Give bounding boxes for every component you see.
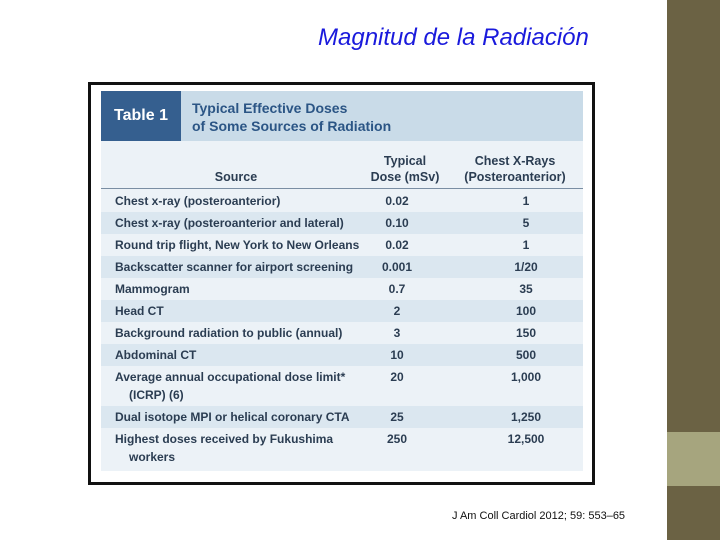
row-chest-xray-equivalent: 1: [522, 238, 530, 252]
table-row: [101, 344, 583, 366]
row-dose: 25: [390, 410, 404, 424]
table-row: [101, 300, 583, 322]
row-chest-xray-equivalent: 1,000: [510, 370, 542, 384]
row-chest-xray-equivalent: 1: [522, 194, 530, 208]
row-source-continued: workers: [129, 450, 176, 464]
row-chest-xray-equivalent: 35: [519, 282, 533, 296]
row-source: Dual isotope MPI or helical coronary CTA: [115, 410, 350, 424]
header-divider: [101, 188, 583, 189]
table-row: [101, 428, 583, 468]
row-chest-xray-equivalent: 100: [515, 304, 537, 318]
table-caption-line1: Typical Effective Doses: [192, 100, 348, 116]
column-header-dose-line1: Typical: [383, 154, 427, 168]
row-dose: 20: [390, 370, 404, 384]
column-header-dose-line2: Dose (mSv): [370, 170, 440, 184]
row-chest-xray-equivalent: 12,500: [507, 432, 545, 446]
row-dose: 0.10: [385, 216, 409, 230]
table-caption: [192, 99, 572, 135]
row-source-continued: (ICRP) (6): [129, 388, 184, 402]
table-row: [101, 212, 583, 234]
row-chest-xray-equivalent: 150: [515, 326, 537, 340]
row-chest-xray-equivalent: 500: [515, 348, 537, 362]
row-source: Head CT: [115, 304, 164, 318]
table-row: [101, 406, 583, 428]
row-chest-xray-equivalent: 1,250: [510, 410, 542, 424]
row-dose: 0.02: [385, 238, 409, 252]
row-dose: 3: [393, 326, 401, 340]
row-source: Round trip flight, New York to New Orleans: [115, 238, 360, 252]
column-header-source: Source: [214, 170, 258, 184]
citation: J Am Coll Cardiol 2012; 59: 553–65: [452, 510, 626, 522]
slide-title: Magnitud de la Radiación: [318, 24, 589, 51]
row-dose: 0.7: [388, 282, 406, 296]
row-chest-xray-equivalent: 5: [522, 216, 530, 230]
row-dose: 0.001: [381, 260, 413, 274]
column-header-dose: [367, 153, 443, 185]
column-header-chest-line2: (Posteroanterior): [464, 170, 566, 184]
table-row: [101, 256, 583, 278]
row-dose: 0.02: [385, 194, 409, 208]
table-row: [101, 234, 583, 256]
row-source: Background radiation to public (annual): [115, 326, 343, 340]
column-header-chest: [457, 153, 573, 185]
row-source: Average annual occupational dose limit*: [115, 370, 346, 384]
column-header-chest-line1: Chest X-Rays: [474, 154, 556, 168]
row-source: Backscatter scanner for airport screening: [115, 260, 354, 274]
row-source: Chest x-ray (posteroanterior): [115, 194, 281, 208]
table-caption-line2: of Some Sources of Radiation: [192, 118, 392, 134]
row-source: Abdominal CT: [115, 348, 197, 362]
table-row: [101, 322, 583, 344]
row-dose: 250: [386, 432, 408, 446]
table-header-band: [101, 91, 583, 141]
table-label: Table 1: [101, 91, 181, 141]
table-row: [101, 190, 583, 212]
table-row: [101, 366, 583, 406]
table-row: [101, 278, 583, 300]
row-dose: 2: [393, 304, 401, 318]
row-source: Chest x-ray (posteroanterior and lateral): [115, 216, 344, 230]
row-chest-xray-equivalent: 1/20: [514, 260, 538, 274]
side-bar-accent: [667, 432, 720, 486]
row-source: Highest doses received by Fukushima: [115, 432, 334, 446]
dose-table: [101, 91, 583, 471]
row-source: Mammogram: [115, 282, 190, 296]
row-dose: 10: [390, 348, 404, 362]
